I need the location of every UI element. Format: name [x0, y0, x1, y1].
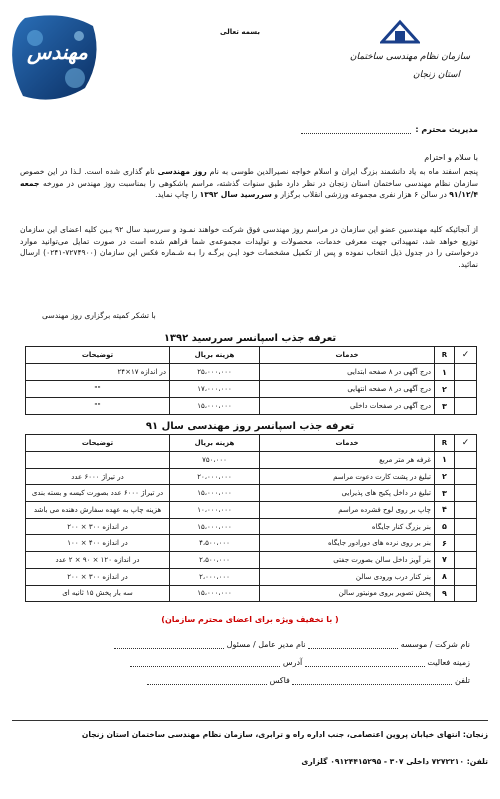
price-cell: ۲۵،۰۰۰،۰۰۰	[170, 364, 260, 381]
recipient-blank[interactable]	[301, 133, 411, 134]
service-header: خدمات	[260, 435, 435, 452]
table-row	[26, 535, 477, 552]
yearbook-sponsor-table	[25, 346, 477, 415]
select-checkbox[interactable]	[455, 535, 477, 552]
description-cell: در اندازه ۱۲۰ × ۹۰ × ۲ عدد	[26, 552, 170, 569]
service-cell: پخش تصویر بروی مونیتور سالن	[260, 585, 435, 602]
description-cell: در اندازه ۳۰۰ × ۲۰۰	[26, 568, 170, 585]
table-row	[26, 398, 477, 415]
engineer-day-sponsor-table	[25, 434, 477, 602]
select-checkbox[interactable]	[455, 452, 477, 469]
row-number: ۳	[435, 398, 455, 415]
price-cell: ۱۵،۰۰۰،۰۰۰	[170, 585, 260, 602]
select-checkbox[interactable]	[455, 468, 477, 485]
service-cell: غرفه هر متر مربع	[260, 452, 435, 469]
table-row	[26, 468, 477, 485]
manager-label: نام مدیر عامل / مسئول	[226, 640, 306, 649]
select-checkbox[interactable]	[455, 568, 477, 585]
price-cell: ۷۵۰،۰۰۰	[170, 452, 260, 469]
member-discount-note: ( با تخفیف ویژه برای اعضای محترم سازمان)	[161, 615, 339, 624]
price-cell: ۲۰،۰۰۰،۰۰۰	[170, 468, 260, 485]
row-number: ۵	[435, 518, 455, 535]
table-row	[26, 552, 477, 569]
service-cell: درج آگهی در ۸ صفحه ابتدایی	[260, 364, 435, 381]
table-row	[26, 381, 477, 398]
select-checkbox[interactable]	[455, 364, 477, 381]
check-header: ✓	[455, 435, 477, 452]
row-number: ۳	[435, 485, 455, 502]
description-cell	[26, 452, 170, 469]
fax-field[interactable]	[147, 684, 267, 685]
price-cell: ۴،۵۰۰،۰۰۰	[170, 535, 260, 552]
description-cell: در تیراژ ۶۰۰۰ عدد	[26, 468, 170, 485]
building-logo-icon	[380, 18, 420, 44]
greeting: با سلام و احترام	[424, 153, 478, 162]
select-checkbox[interactable]	[455, 552, 477, 569]
table-row	[26, 452, 477, 469]
price-header: هزینه بریال	[170, 347, 260, 364]
description-header: توضیحات	[26, 435, 170, 452]
service-cell: تبلیغ در پشت کارت دعوت مراسم	[260, 468, 435, 485]
table-row	[26, 568, 477, 585]
row-number: ۴	[435, 502, 455, 519]
phone-line	[147, 676, 470, 685]
price-cell: ۱۵،۰۰۰،۰۰۰	[170, 518, 260, 535]
intro-bold-yearbook: سررسید سال ۱۳۹۲	[199, 190, 272, 200]
table-row	[26, 485, 477, 502]
row-number: ۶	[435, 535, 455, 552]
recipient-line	[301, 125, 478, 134]
activity-label: زمینه فعالیت	[427, 658, 470, 667]
price-cell: ۲،۵۰۰،۰۰۰	[170, 552, 260, 569]
intro-text-2: نام گذاری شده است. لـذا در این خصوص سازمان نظام مهندسی ساختمان استان زنجان در نظر دارد طبق سنوات گذشته، مراسم باشکوهی را بمناسبت روز مهندس در مورخه	[20, 167, 478, 188]
activity-line	[130, 658, 470, 667]
org-logo	[350, 18, 470, 98]
service-cell: چاپ بر روی لوح فشرده مراسم	[260, 502, 435, 519]
intro-text-4: را چاپ نماید.	[155, 190, 200, 200]
intro-bold-engineer-day: روز مهندسی	[157, 167, 207, 176]
engineer-day-logo	[5, 8, 105, 108]
row-number: ۲	[435, 381, 455, 398]
footer-address: زنجان: انتهای خیابان پروین اعتصامی، جنب اداره راه و ترابری، سازمان نظام مهندسی ساختمان استان زنجان	[81, 730, 488, 739]
org-name: سازمان نظام مهندسی ساختمان	[349, 52, 470, 62]
recipient-label: مدیریت محترم :	[415, 125, 478, 134]
service-cell: درج آگهی در ۸ صفحه انتهایی	[260, 381, 435, 398]
address-label: آدرس	[282, 658, 303, 667]
company-label: نام شرکت / موسسه	[400, 640, 470, 649]
description-cell: ""	[26, 398, 170, 415]
row-number-header: R	[435, 347, 455, 364]
description-cell: در اندازه ۴۰۰ × ۱۰۰	[26, 535, 170, 552]
activity-field[interactable]	[305, 666, 425, 667]
phone-field[interactable]	[292, 684, 452, 685]
price-cell: ۱۷،۰۰۰،۰۰۰	[170, 381, 260, 398]
price-cell: ۲،۰۰۰،۰۰۰	[170, 568, 260, 585]
bismillah: بسمه تعالی	[220, 28, 261, 36]
price-header: هزینه بریال	[170, 435, 260, 452]
description-cell: در اندازه ۳۰۰ × ۲۰۰	[26, 518, 170, 535]
description-cell: سه بار پخش ۱۵ ثانیه ای	[26, 585, 170, 602]
engineer-day-logo-text: مهندس	[27, 40, 88, 64]
footer-divider	[12, 720, 488, 721]
paragraph-intro	[20, 166, 478, 201]
row-number: ۷	[435, 552, 455, 569]
table1-title: تعرفه جذب اسپانسر سررسید ۱۳۹۲	[163, 333, 337, 344]
description-header: توضیحات	[26, 347, 170, 364]
service-cell: تبلیغ در داخل پکیج های پذیرایی	[260, 485, 435, 502]
intro-text-3: در سالن ۶ هزار نفری مجموعه ورزشی انقلاب برگزار و	[271, 190, 450, 200]
table-row	[26, 364, 477, 381]
service-cell: درج آگهی در صفحات داخلی	[260, 398, 435, 415]
table2-title: تعرفه جذب اسپانسر روز مهندسی سال ۹۱	[145, 421, 355, 432]
service-cell: بنر کنار درب ورودی سالن	[260, 568, 435, 585]
manager-field[interactable]	[114, 648, 224, 649]
address-field[interactable]	[130, 666, 280, 667]
row-number: ۹	[435, 585, 455, 602]
row-number-header: R	[435, 435, 455, 452]
row-number: ۸	[435, 568, 455, 585]
description-cell: در تیراژ ۶۰۰۰ عدد بصورت کیسه و بسته بندی	[26, 485, 170, 502]
org-province: استان زنجان	[413, 70, 460, 80]
select-checkbox[interactable]	[455, 381, 477, 398]
service-cell: بنر آویز داخل سالن بصورت جفتی	[260, 552, 435, 569]
table-row	[26, 502, 477, 519]
footer-phone: تلفن: ۷۲۷۲۲۱۰ داخلی ۳۰۷ - ۰۹۱۲۴۴۱۵۲۹۵ گلزاری	[301, 757, 488, 766]
intro-text-1: پنجم اسفند ماه به یاد دانشمند بزرگ ایران و اسلام خواجه نصیرالدین طوسی به نام	[206, 167, 478, 176]
service-cell: بنر بزرگ کنار جایگاه	[260, 518, 435, 535]
row-number: ۲	[435, 468, 455, 485]
company-field[interactable]	[308, 648, 398, 649]
check-header: ✓	[455, 347, 477, 364]
table-row	[26, 585, 477, 602]
select-checkbox[interactable]	[455, 398, 477, 415]
service-header: خدمات	[260, 347, 435, 364]
description-cell: در اندازه ۱۷×۲۴	[26, 364, 170, 381]
select-checkbox[interactable]	[455, 502, 477, 519]
table-row	[26, 518, 477, 535]
phone-label: تلفن	[454, 676, 470, 685]
price-cell: ۱۵،۰۰۰،۰۰۰	[170, 485, 260, 502]
select-checkbox[interactable]	[455, 518, 477, 535]
service-cell: بنر بر روی نرده های دورادور جایگاه	[260, 535, 435, 552]
paragraph-sponsors: از آنجائیکه کلیه مهندسین عضو این سازمان در مراسم روز مهندسی فوق شرکت خواهند نمـود و سررسید سال ۹۲ بـین کلیه اعضای این سازمان توزیع خواهد شد، تمهیداتی جهت معرفی خدمات، محصولات و تولیدات مجموعه‌ی شما فراهم شده است در صورت تمایل می‌توانید موارد درخواستی را در جدول ذیل انتخاب نموده و پس از تکمیل مشخصات خود ایـن برگـه را بـه شـماره فکس این سازمان (۷۲۷۴۹۰۰-۰۲۴۱) ارسال نمائید.	[20, 225, 479, 269]
intro-bold-date: جمعه ۹۱/۱۲/۴	[20, 178, 478, 200]
company-line	[114, 640, 470, 649]
row-number: ۱	[435, 364, 455, 381]
price-cell: ۱۵،۰۰۰،۰۰۰	[170, 398, 260, 415]
closing: با تشکر کمیته برگزاری روز مهندسی	[42, 311, 156, 320]
row-number: ۱	[435, 452, 455, 469]
price-cell: ۱۰،۰۰۰،۰۰۰	[170, 502, 260, 519]
select-checkbox[interactable]	[455, 585, 477, 602]
select-checkbox[interactable]	[455, 485, 477, 502]
description-cell: ""	[26, 381, 170, 398]
description-cell: هزینه چاپ به عهده سفارش دهنده می باشد	[26, 502, 170, 519]
fax-label: فاکس	[269, 676, 290, 685]
